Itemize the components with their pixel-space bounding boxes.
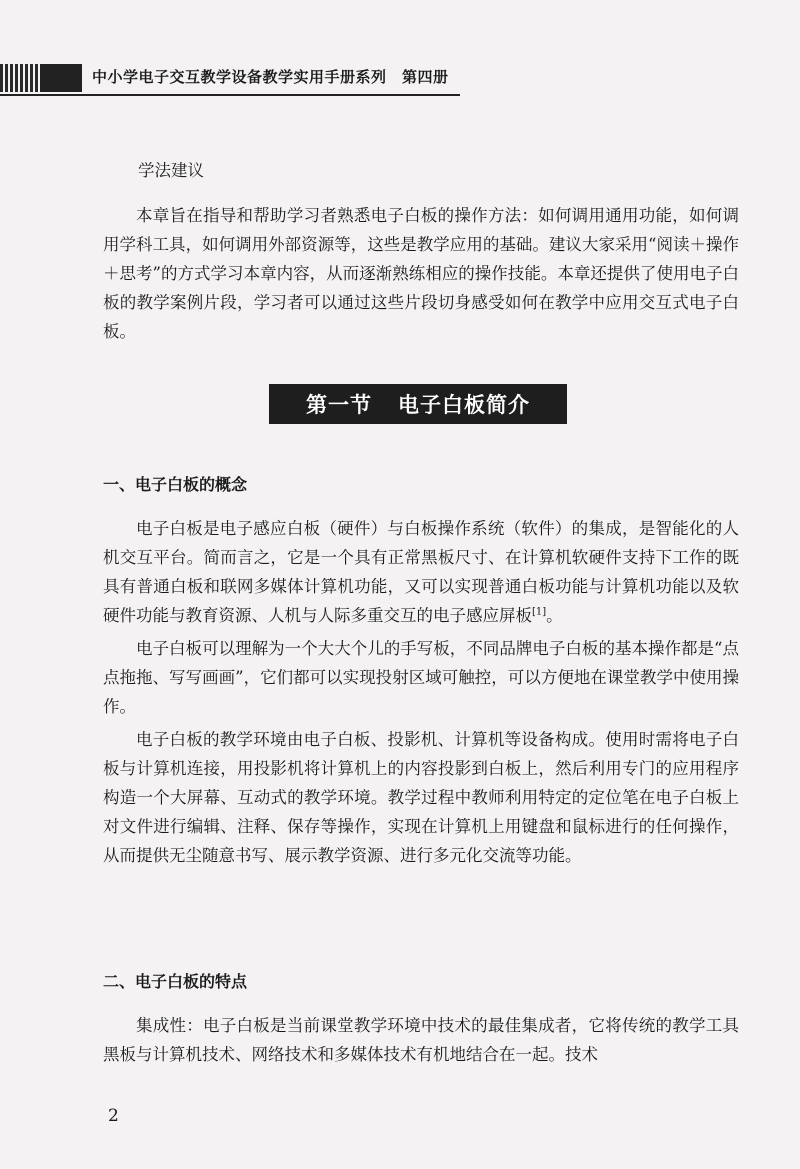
header-rule bbox=[0, 94, 460, 96]
concept-paragraph-3: 电子白板的教学环境由电子白板、投影机、计算机等设备构成。使用时需将电子白板与计算机连接，用投影机将计算机上的内容投影到白板上，然后利用专门的应用程序构造一个大屏幕、互动式的教学环境。教学过程中教师利用特定的定位笔在电子白板上对文件进行编辑、注释、保存等操作，实现在计算机上用键盘和鼠标进行的任何操作，从而提供无尘随意书写、展示教学资源、进行多元化交流等功能。 bbox=[103, 730, 739, 865]
running-header bbox=[0, 64, 460, 92]
concept-paragraph-2: 电子白板可以理解为一个大大个儿的手写板，不同品牌电子白板的基本操作都是“点点拖拖、写写画画”，它们都可以实现投射区域可触控，可以方便地在课堂教学中使用操作。 bbox=[103, 639, 739, 716]
section-banner bbox=[269, 384, 567, 424]
study-advice-block bbox=[103, 201, 739, 346]
concept-block bbox=[103, 514, 739, 870]
header-solid-decoration bbox=[40, 64, 82, 92]
section-title: 电子白板简介 bbox=[398, 393, 530, 417]
header-title: 中小学电子交互教学设备教学实用手册系列 第四册 bbox=[92, 68, 449, 86]
study-advice-paragraph: 本章旨在指导和帮助学习者熟悉电子白板的操作方法：如何调用通用功能，如何调用学科工具，如何调用外部资源等，这些是教学应用的基础。建议大家采用“阅读＋操作＋思考”的方式学习本章内容，从而逐渐熟练相应的操作技能。本章还提供了使用电子白板的教学案例片段，学习者可以通过这些片段切身感受如何在教学中应用交互式电子白板。 bbox=[103, 206, 739, 341]
features-heading: 二、电子白板的特点 bbox=[103, 972, 248, 991]
citation-1: [1] bbox=[532, 606, 547, 618]
features-paragraph-1: 集成性：电子白板是当前课堂教学环境中技术的最佳集成者，它将传统的教学工具黑板与计算机技术、网络技术和多媒体技术有机地结合在一起。技术 bbox=[103, 1016, 739, 1064]
page-number: 2 bbox=[108, 1106, 119, 1126]
concept-p1-text: 电子白板是电子感应白板（硬件）与白板操作系统（软件）的集成，是智能化的人机交互平台。简而言之，它是一个具有正常黑板尺寸、在计算机软硬件支持下工作的既具有普通白板和联网多媒体计算机功能，又可以实现普通白板功能与计算机功能以及软硬件功能与教育资源、人机与人际多重交互的电子感应屏板 bbox=[103, 519, 739, 625]
concept-p1-end: 。 bbox=[546, 606, 563, 625]
concept-paragraph-1 bbox=[103, 514, 739, 630]
concept-heading: 一、电子白板的概念 bbox=[103, 475, 248, 494]
section-number: 第一节 bbox=[306, 393, 372, 417]
features-block bbox=[103, 1011, 739, 1069]
study-advice-heading: 学法建议 bbox=[138, 161, 204, 180]
